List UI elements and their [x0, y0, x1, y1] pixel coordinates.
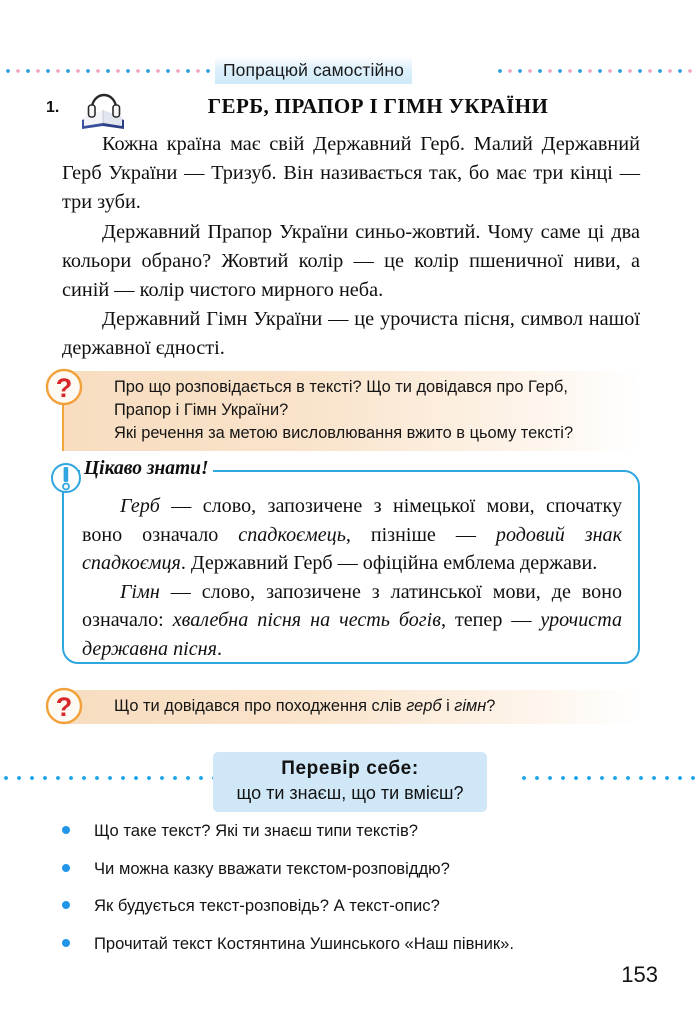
- exercise-number: 1.: [46, 99, 60, 116]
- question-mark-icon: [43, 685, 85, 727]
- info-italic-term: хвалебна пісня на честь богів: [172, 609, 441, 632]
- bullet-dot-icon: [62, 826, 70, 834]
- info-text-run: , пізніше —: [345, 523, 496, 546]
- info-text-run: . Державний Герб — офіційна емблема держави.: [180, 552, 598, 575]
- check-yourself-question-list: [56, 820, 656, 970]
- question-callout-box: [55, 690, 640, 724]
- info-lead-word: Герб: [120, 495, 160, 517]
- info-italic-term: спадкоємець: [238, 523, 346, 546]
- page-number: 153: [621, 962, 658, 987]
- decorative-dotted-line-left: [4, 776, 214, 780]
- page-title: ГЕРБ, ПРАПОР І ГІМН УКРАЇНИ: [207, 94, 549, 118]
- section-header-title: Попрацюй самостійно: [215, 56, 412, 84]
- list-item: [56, 933, 656, 954]
- question-line: Прапор і Гімн України?: [114, 401, 289, 419]
- exercise-body-text: [62, 130, 640, 364]
- body-paragraph: Державний Гімн України — це урочиста пісня, символ нашої державної єдності.: [62, 308, 640, 360]
- question-text-run: Що ти довідався про походження слів: [114, 697, 407, 715]
- info-italic-term: урочиста державна пісня: [82, 609, 623, 660]
- exclamation-mark-icon: [49, 457, 83, 497]
- bullet-dot-icon: [62, 901, 70, 909]
- info-italic-term: родовий знак спадкоємця: [82, 523, 622, 575]
- list-item-label: Як будується текст-розповідь? А текст-опис?: [94, 896, 440, 915]
- question-line: Про що розповідається в тексті? Що ти довідався про Герб,: [114, 378, 568, 396]
- info-callout-box: [62, 456, 640, 664]
- info-paragraph: [82, 578, 622, 664]
- question-line: [114, 695, 630, 718]
- info-lead-word: Гімн: [120, 580, 160, 603]
- question-callout-box: [55, 371, 640, 451]
- info-text-run: .: [216, 637, 222, 660]
- list-item: [56, 858, 656, 879]
- list-item-label: Що таке текст? Які ти знаєш типи текстів?: [94, 821, 419, 840]
- question-line: Які речення за метою висловлювання вжито в цьому тексті?: [114, 424, 574, 442]
- svg-text:?: ?: [55, 692, 73, 722]
- check-yourself-subtitle: що ти знаєш, що ти вмієш?: [236, 783, 464, 803]
- decorative-dotted-line-right: [498, 69, 694, 73]
- section-header-band: [0, 56, 700, 86]
- check-yourself-chip: [213, 752, 487, 812]
- info-text-run: — слово, запозичене з латинської мови, де воно означало:: [82, 580, 622, 632]
- question-text-run: ?: [486, 697, 496, 715]
- question-italic-term: гімн: [454, 697, 487, 715]
- info-box-text: [82, 492, 622, 664]
- body-paragraph: Державний Прапор України синьо-жовтий. Чому саме ці два кольори обрано? Жовтий колір — це колір пшеничної ниви, а синій — колір чистого мирного неба.: [62, 220, 640, 302]
- svg-text:?: ?: [55, 373, 73, 403]
- list-item-label: Чи можна казку вважати текстом-розповіддю?: [94, 858, 450, 878]
- decorative-dotted-line-left: [6, 69, 212, 73]
- question-text-run: і: [441, 697, 455, 715]
- question-italic-term: герб: [406, 697, 442, 715]
- info-box-title: Цікаво знати!: [80, 458, 213, 484]
- check-yourself-band: [0, 752, 700, 808]
- info-paragraph: [82, 492, 622, 578]
- list-item: [56, 895, 656, 916]
- question-mark-icon: [43, 366, 85, 408]
- list-item-label: Прочитай текст Костянтина Ушинського «Наш півник».: [94, 933, 514, 953]
- list-item: [56, 820, 656, 841]
- bullet-dot-icon: [62, 939, 70, 947]
- info-text-run: , тепер —: [440, 609, 541, 632]
- info-text-run: — слово, запозичене з німецької мови, спочатку воно означало: [82, 495, 622, 546]
- decorative-dotted-line-right: [522, 776, 696, 780]
- check-yourself-title: Перевір себе:: [281, 758, 419, 779]
- bullet-dot-icon: [62, 864, 70, 872]
- body-paragraph: Кожна країна має свій Державний Герб. Малий Державний Герб України — Тризуб. Він називається так, бо має три кінці — три зуби.: [62, 133, 640, 214]
